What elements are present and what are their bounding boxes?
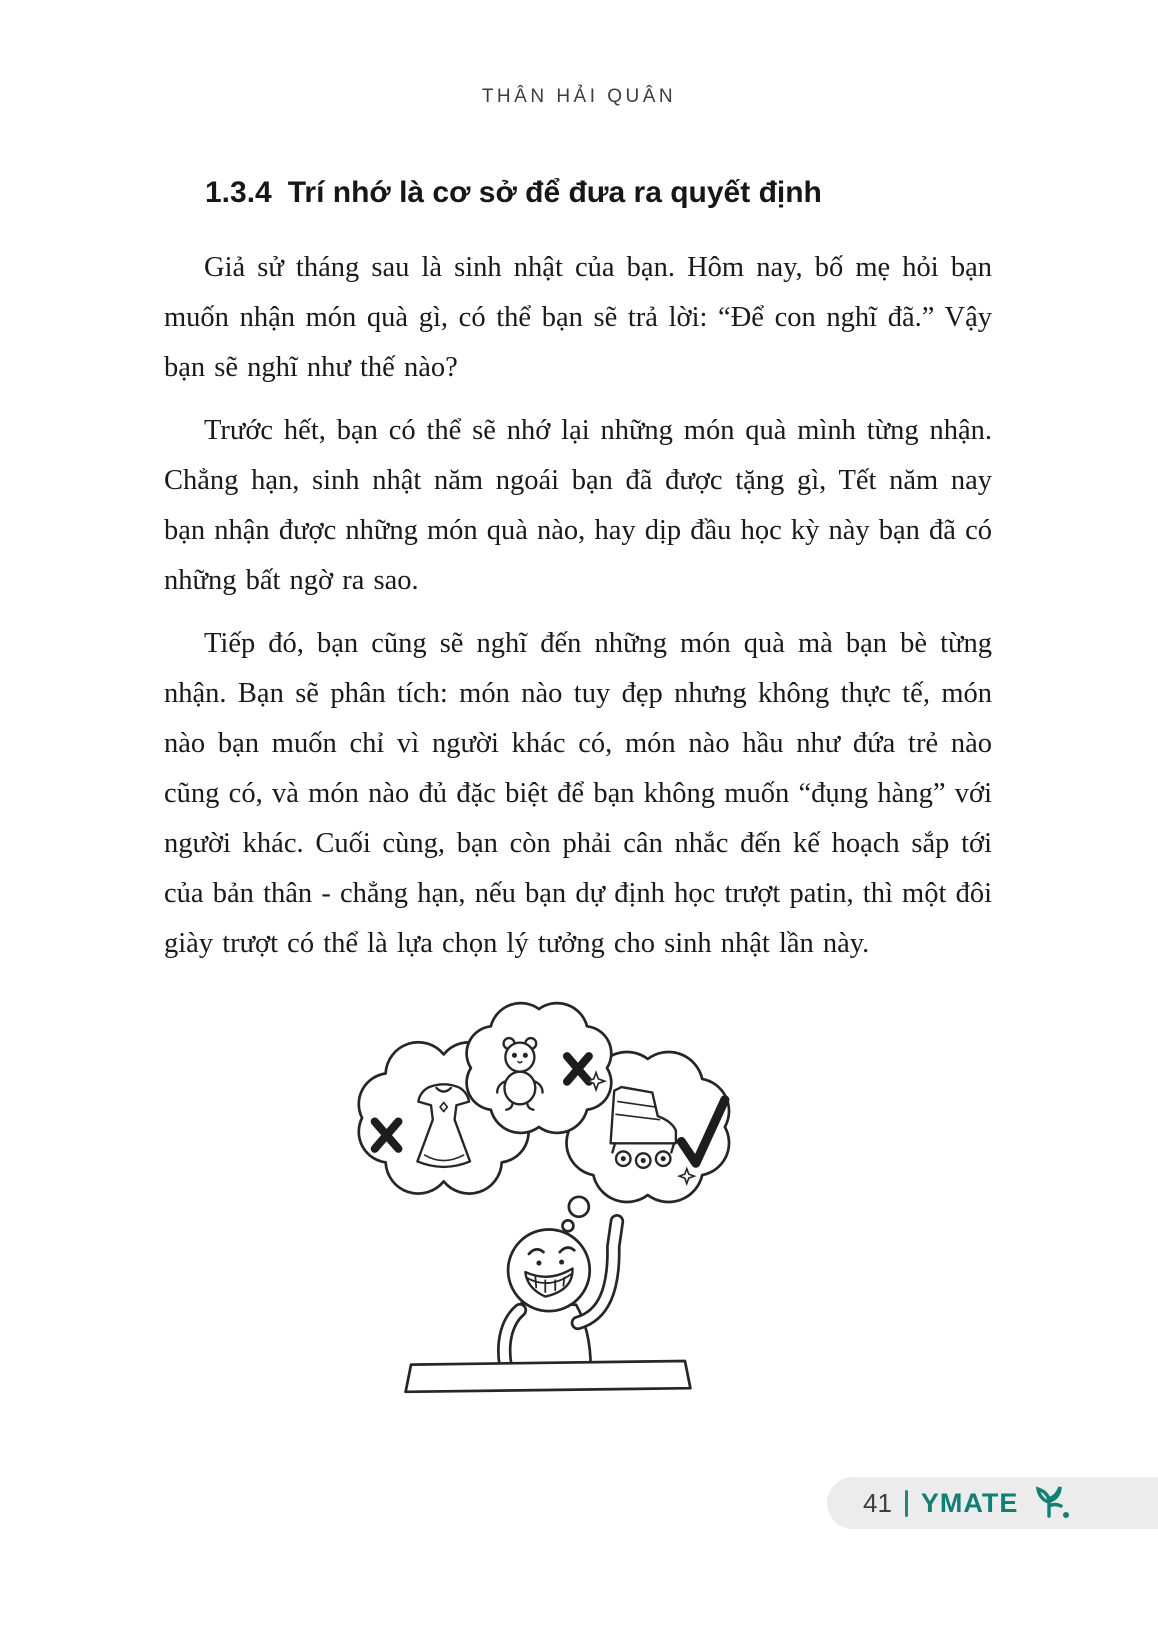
- paragraph: Giả sử tháng sau là sinh nhật của bạn. Hôm nay, bố mẹ hỏi bạn muốn nhận món quà gì, có thể bạn sẽ trả lời: “Để con nghĩ đã.” Vậy bạn sẽ nghĩ như thế nào?: [164, 252, 992, 383]
- brand-name: YMATE: [920, 1487, 1019, 1518]
- section-heading: [205, 176, 998, 210]
- running-header: THÂN HẢI QUÂN: [481, 86, 677, 107]
- illustration-gift-thinking: [353, 1000, 743, 1404]
- person-figure: [504, 1221, 617, 1372]
- body-text: [164, 243, 992, 982]
- footer-divider: [905, 1490, 908, 1517]
- ymate-logo-icon: [1031, 1484, 1071, 1522]
- thought-trail-bubble: [569, 1197, 589, 1217]
- page-number: 41: [863, 1487, 892, 1518]
- illustration-svg: [353, 1000, 743, 1399]
- paragraph: Trước hết, bạn có thể sẽ nhớ lại những món quà mình từng nhận. Chẳng hạn, sinh nhật năm ngoái bạn đã được tặng gì, Tết năm nay bạn nhận được những món quà nào, hay dịp đầu học kỳ này bạn đã có những bất ngờ ra sao.: [164, 415, 992, 596]
- section-number: 1.3.4: [205, 176, 272, 209]
- thought-trail-bubble: [563, 1220, 574, 1231]
- paragraph: Tiếp đó, bạn cũng sẽ nghĩ đến những món quà mà bạn bè từng nhận. Bạn sẽ phân tích: món nào tuy đẹp nhưng không thực tế, món nào bạn muốn chỉ vì người khác có, món nào hầu như đứa trẻ nào cũng có, và món nào đủ đặc biệt để bạn không muốn “đụng hàng” với người khác. Cuối cùng, bạn còn phải cân nhắc đến kế hoạch sắp tới của bản thân - chẳng hạn, nếu bạn dự định học trượt patin, thì một đôi giày trượt có thể là lựa chọn lý tưởng cho sinh nhật lần này.: [164, 628, 992, 959]
- page-footer: [827, 1477, 1158, 1529]
- table: [406, 1361, 691, 1392]
- section-title: Trí nhớ là cơ sở để đưa ra quyết định: [287, 176, 822, 209]
